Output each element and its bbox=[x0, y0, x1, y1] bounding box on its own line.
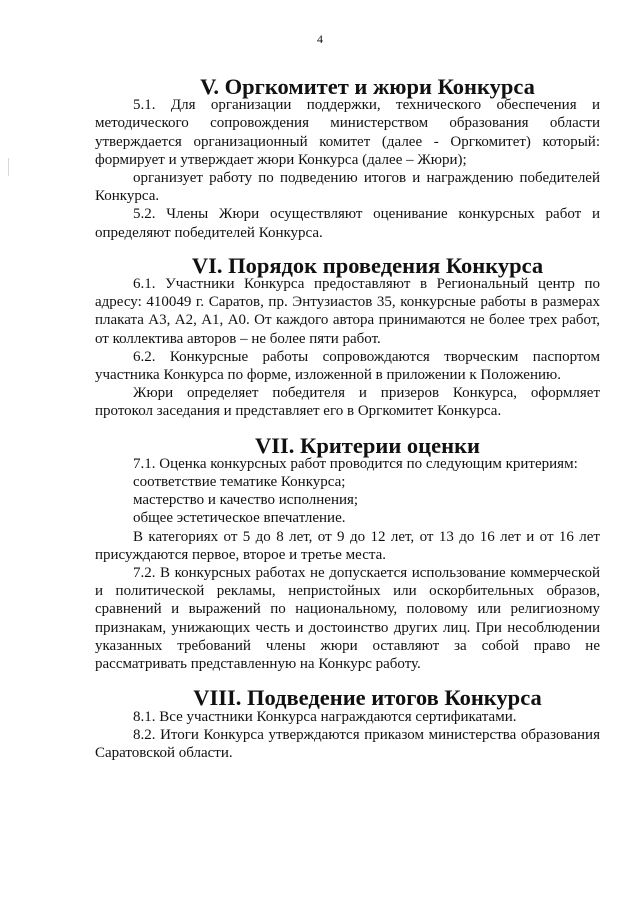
paragraph: 5.2. Члены Жюри осуществляют оценивание конкурсных работ и определяют победителей Конкурса. bbox=[95, 206, 600, 241]
scan-margin-mark bbox=[8, 158, 9, 176]
section-viii bbox=[95, 685, 600, 762]
paragraph: 8.1. Все участники Конкурса награждаются сертификатами. bbox=[133, 708, 517, 725]
paragraph: 7.2. В конкурсных работах не допускается использование коммерческой и политической рекламы, непристойных или оскорбительных образов, сравнений и выражений по национальному, половому или религиозному признакам, унижающих честь и достоинство других лиц. При несоблюдении указанных требований члены жюри оставляют за собой право не рассматривать представленную на Конкурс работу. bbox=[95, 565, 600, 673]
page-number: 4 bbox=[317, 32, 323, 46]
paragraph: 6.1. Участники Конкурса предоставляют в Региональный центр по адресу: 410049 г. Саратов, пр. Энтузиастов 35, конкурсные работы в размерах плаката А3, А2, А1, А0. От каждого автора принимаются не более трех работ, от коллектива авторов – не более пяти работ. bbox=[95, 276, 600, 347]
section-vii bbox=[95, 432, 600, 674]
section-vi bbox=[95, 252, 600, 421]
paragraph: 7.1. Оценка конкурсных работ проводится по следующим критериям: bbox=[133, 455, 578, 472]
section-title: VIII. Подведение итогов Конкурса bbox=[193, 685, 542, 711]
paragraph: 8.2. Итоги Конкурса утверждаются приказом министерства образования Саратовской области. bbox=[95, 726, 600, 761]
paragraph: Жюри определяет победителя и призеров Конкурса, оформляет протокол заседания и представляет его в Оргкомитет Конкурса. bbox=[95, 385, 600, 420]
section-title: VI. Порядок проведения Конкурса bbox=[191, 252, 544, 278]
paragraph: организует работу по подведению итогов и награждению победителей Конкурса. bbox=[95, 170, 600, 205]
paragraph: 6.2. Конкурсные работы сопровождаются творческим паспортом участника Конкурса по форме, изложенной в приложении к Положению. bbox=[95, 348, 600, 384]
criteria-item: общее эстетическое впечатление. bbox=[133, 510, 346, 527]
criteria-item: мастерство и качество исполнения; bbox=[133, 492, 359, 509]
criteria-item: соответствие тематике Конкурса; bbox=[133, 474, 346, 491]
document-body bbox=[95, 72, 600, 762]
section-title: V. Оргкомитет и жюри Конкурса bbox=[200, 74, 535, 99]
paragraph: 5.1. Для организации поддержки, технического обеспечения и методического сопровождения министерством образования области утверждается организационный комитет (далее - Оргкомитет) который: формирует и утверждает жюри Конкурса (далее – Жюри); bbox=[95, 97, 600, 168]
section-title: VII. Критерии оценки bbox=[255, 432, 480, 458]
paragraph: В категориях от 5 до 8 лет, от 9 до 12 лет, от 13 до 16 лет и от 16 лет присуждаются первое, второе и третье места. bbox=[95, 528, 600, 563]
section-v bbox=[95, 74, 600, 242]
